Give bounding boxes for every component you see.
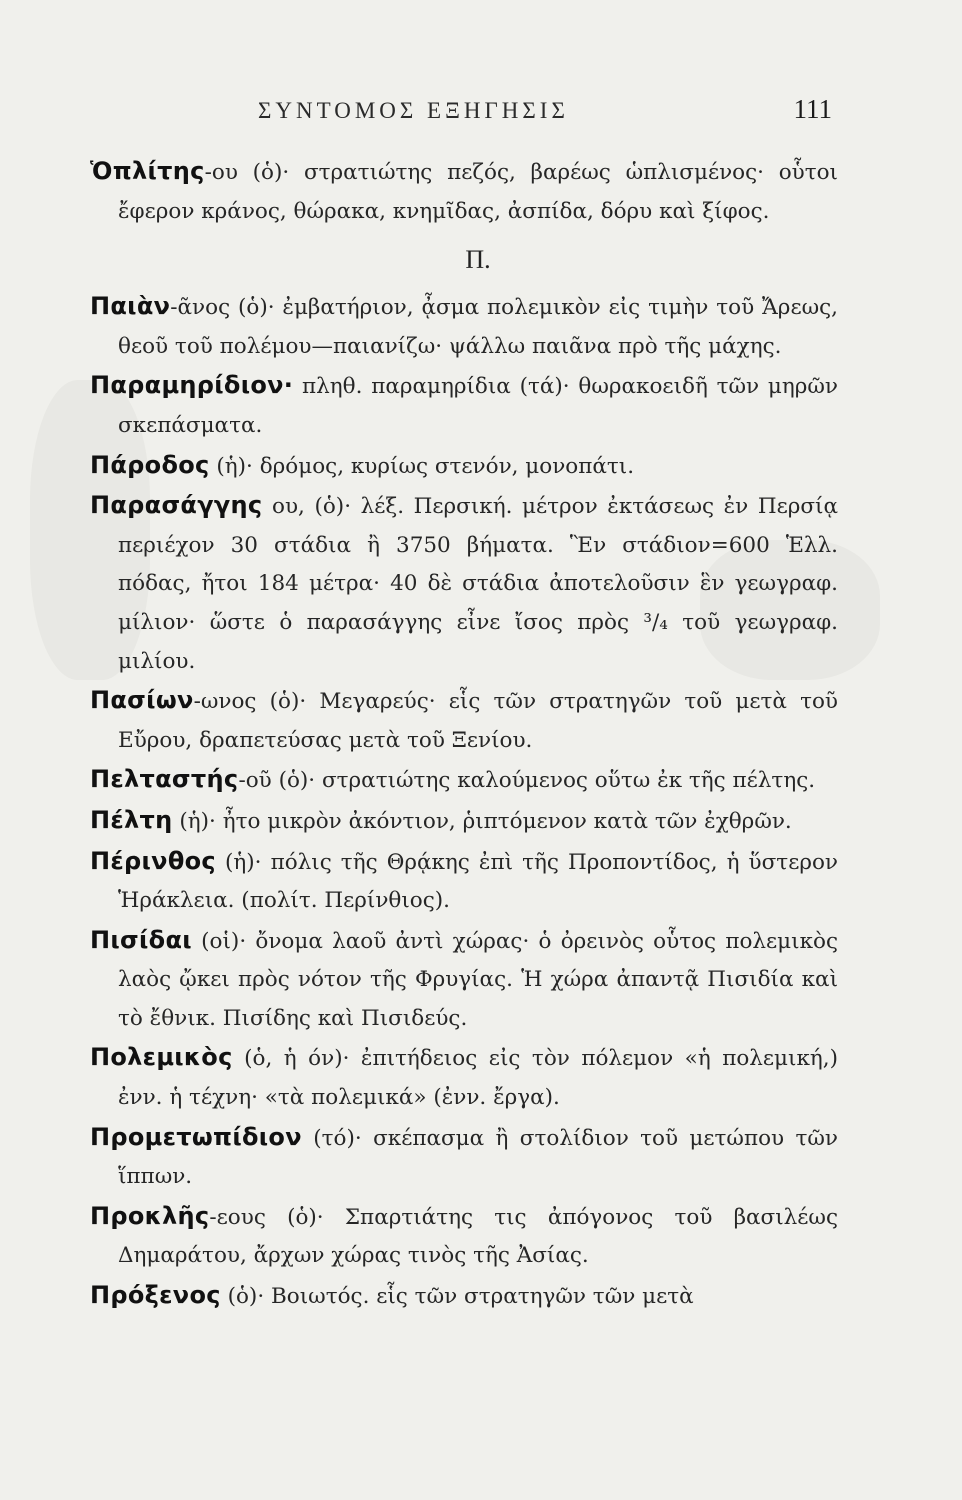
- glossary-entry: [90, 287, 838, 366]
- entry-headword: Πελταστής: [90, 765, 239, 794]
- entry-definition: -εους (ὁ)· Σπαρτιάτης τις ἀπόγονος τοῦ βασιλέως Δημαράτου, ἄρχων χώρας τινὸς τῆς Ἀσίας.: [118, 1204, 838, 1269]
- entry-headword: Προμετωπίδιον: [90, 1122, 302, 1151]
- entry-headword: Προκλῆς: [90, 1201, 210, 1230]
- entry-definition: (ὁ)· Βοιωτός. εἷς τῶν στρατηγῶν τῶν μετὰ: [220, 1284, 694, 1310]
- page-number: 111: [793, 94, 832, 124]
- entry-definition: -οῦ (ὁ)· στρατιώτης καλούμενος οὕτω ἐκ τῆς πέλτης.: [238, 768, 816, 794]
- page-header: [110, 94, 832, 134]
- entry-headword: Πισίδαι: [90, 925, 192, 954]
- entry-headword: Πολεμικὸς: [90, 1043, 233, 1072]
- entry-definition: (ὁ, ἡ όν)· ἐπιτήδειος εἰς τὸν πόλεμον «ἡ πολεμική,) ἐνν. ἡ τέχνη· «τὰ πολεμικά» (ἐνν. ἔργα).: [118, 1046, 838, 1111]
- entry-definition: πληθ. παραμηρίδια (τά)· θωρακοειδῆ τῶν μηρῶν σκεπάσματα.: [118, 374, 838, 438]
- entry-headword: Ὁπλίτης: [90, 157, 205, 185]
- entry-definition: -ωνος (ὁ)· Μεγαρεύς· εἷς τῶν στρατηγῶν τοῦ μετὰ τοῦ Εὔρου, δραπετεύσας μετὰ τοῦ Ξενίου.: [118, 689, 838, 753]
- glossary-entry: [90, 921, 838, 1039]
- entry-headword: Παραμηρίδιον·: [90, 371, 294, 400]
- entry-headword: Πάροδος: [90, 450, 210, 479]
- entry-definition: -ου (ὁ)· στρατιώτης πεζός, βαρέως ὡπλισμένος· οὗτοι ἔφερον κράνος, θώρακα, κνημῖδας, ἀσπίδα, δόρυ καὶ ξίφος.: [118, 160, 838, 224]
- entry-definition: (τό)· σκέπασμα ἢ στολίδιον τοῦ μετώπου τῶν ἵππων.: [118, 1125, 838, 1190]
- entry-headword: Πασίων: [90, 686, 194, 715]
- entry-definition: (ἡ)· δρόμος, κυρίως στενόν, μονοπάτι.: [209, 453, 635, 479]
- glossary-entry: [90, 681, 838, 760]
- entry-headword: Παιὰν: [90, 292, 171, 321]
- glossary-entry: [90, 842, 838, 921]
- entry-definition: -ᾶνος (ὁ)· ἐμβατήριον, ᾆσμα πολεμικὸν εἰς τιμὴν τοῦ Ἄρεως, θεοῦ τοῦ πολέμου—παιανίζω· ψάλλω παιᾶνα πρὸ τῆς μάχης.: [118, 295, 838, 359]
- glossary-entry: [90, 152, 838, 231]
- glossary-entry: [90, 1118, 838, 1197]
- entry-definition: ου, (ὁ)· λέξ. Περσική. μέτρον ἐκτάσεως ἐν Περσίᾳ περιέχον 30 στάδια ἢ 3750 βήματα. Ἓν στάδιον=600 Ἑλλ. πόδας, ἤτοι 184 μέτρα· 40 δὲ στάδια ἀποτελοῦσιν ἓν γεωγραφ. μίλιον· ὥστε ὁ παρασάγγης εἶνε ἴσος πρὸς ³/₄ τοῦ γεωγραφ. μιλίου.: [118, 494, 838, 674]
- glossary-entries: [90, 152, 838, 1317]
- glossary-entry: [90, 486, 838, 681]
- entry-definition: (ἡ)· πόλις τῆς Θρᾴκης ἐπὶ τῆς Προποντίδος, ἡ ὕστερον Ἡράκλεια. (πολίτ. Περίνθιος).: [118, 849, 838, 914]
- entry-headword: Πρόξενος: [90, 1281, 221, 1310]
- running-title: ΣΥΝΤΟΜΟΣ ΕΞΗΓΗΣΙΣ: [258, 98, 569, 123]
- glossary-entry: [90, 446, 838, 487]
- glossary-entry: [90, 801, 838, 842]
- entry-definition: (οἱ)· ὄνομα λαοῦ ἀντὶ χώρας· ὁ ὀρεινὸς οὗτος πολεμικὸς λαὸς ᾤκει πρὸς νότον τῆς Φρυγίας. Ἡ χώρα ἀπαντᾷ Πισιδία καὶ τὸ ἔθνικ. Πισίδης καὶ Πισιδεύς.: [118, 928, 838, 1031]
- entry-headword: Πέρινθος: [90, 846, 216, 875]
- glossary-entry: [90, 760, 838, 801]
- section-letter: Π.: [465, 245, 491, 275]
- glossary-entry: [90, 1276, 838, 1317]
- entry-headword: Παρασάγγης: [90, 491, 263, 520]
- glossary-entry: [90, 1197, 838, 1276]
- entry-definition: (ἡ)· ἦτο μικρὸν ἀκόντιον, ῥιπτόμενον κατὰ τῶν ἐχθρῶν.: [172, 808, 792, 834]
- glossary-entry: [90, 366, 838, 445]
- glossary-entry: [90, 1038, 838, 1117]
- entry-headword: Πέλτη: [90, 805, 173, 834]
